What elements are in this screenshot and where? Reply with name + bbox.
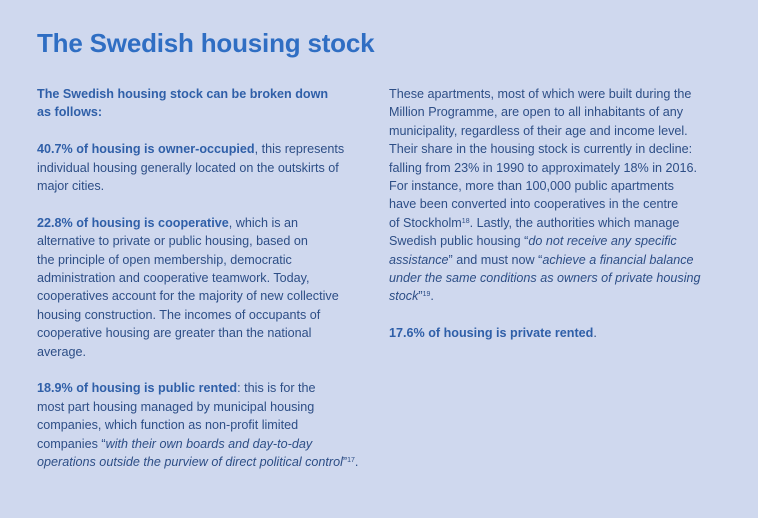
text-line: housing construction. The incomes of occupants of	[37, 307, 321, 322]
text-line	[389, 214, 724, 232]
text-line: have been converted into cooperatives in the centre	[389, 197, 679, 212]
text-line: the principle of open membership, democratic	[37, 252, 292, 267]
text-fragment: .	[593, 326, 597, 341]
private-rented-paragraph	[389, 324, 724, 342]
text-fragment: , this represents	[254, 142, 345, 157]
owner-occupied-paragraph	[37, 140, 372, 195]
text-line	[389, 287, 724, 305]
cooperative-figure: 22.8% of housing is cooperative	[37, 215, 229, 230]
text-line: cooperatives account for the majority of new collective	[37, 289, 339, 304]
private-rented-figure: 17.6% of housing is private rented	[389, 326, 594, 341]
footnote-ref: 17	[347, 457, 355, 465]
footnote-ref: 18	[461, 217, 470, 225]
footnote-ref: 19	[422, 291, 431, 299]
text-fragment: ” and must now “	[448, 252, 543, 267]
text-line: companies, which function as non-profit limited	[37, 418, 299, 433]
quote-text: achieve a financial balance	[542, 252, 694, 267]
text-line	[37, 379, 372, 397]
page-title: The Swedish housing stock	[37, 28, 375, 58]
text-fragment: , which is an	[228, 215, 299, 230]
text-fragment: ”	[418, 289, 423, 304]
left-column	[37, 85, 372, 490]
quote-text: under the same conditions as owners of private housing	[389, 271, 701, 286]
right-column	[389, 85, 724, 361]
text-fragment: ”	[342, 455, 348, 470]
quote-text: with their own boards and day-to-day	[105, 436, 313, 451]
owner-occupied-figure: 40.7% of housing is owner-occupied	[37, 142, 255, 157]
text-line	[389, 251, 724, 269]
text-line: major cities.	[37, 179, 105, 194]
text-fragment: : this is for the	[237, 381, 316, 396]
cooperative-paragraph	[37, 214, 372, 361]
text-line: individual housing generally located on the outskirts of	[37, 160, 339, 175]
text-fragment: Swedish public housing “	[389, 234, 529, 249]
text-line: most part housing managed by municipal housing	[37, 399, 315, 414]
intro-line: The Swedish housing stock can be broken down	[37, 87, 329, 101]
text-line	[37, 435, 372, 453]
text-line: Their share in the housing stock is currently in decline:	[389, 142, 693, 157]
text-fragment: .	[354, 455, 359, 470]
quote-text: assistance	[389, 252, 449, 267]
text-line: municipality, regardless of their age and income level.	[389, 123, 688, 138]
quote-text: do not receive any specific	[528, 234, 677, 249]
text-line: These apartments, most of which were built during the	[389, 87, 692, 101]
text-line	[37, 214, 372, 232]
text-line: alternative to private or public housing, based on	[37, 234, 308, 249]
text-fragment: . Lastly, the authorities which manage	[469, 215, 680, 230]
public-rented-paragraph	[37, 379, 372, 471]
public-rented-figure: 18.9% of housing is public rented	[37, 381, 238, 396]
text-line	[389, 324, 724, 342]
intro-line: as follows:	[37, 105, 103, 120]
text-line	[389, 232, 724, 250]
quote-text: stock	[389, 289, 419, 304]
text-line: cooperative housing are greater than the national	[37, 326, 312, 341]
public-housing-paragraph	[389, 85, 724, 306]
text-line: For instance, more than 100,000 public apartments	[389, 179, 674, 194]
intro-paragraph	[37, 85, 372, 122]
text-line: Million Programme, are open to all inhabitants of any	[389, 105, 684, 120]
text-line: average.	[37, 344, 87, 359]
text-fragment: .	[430, 289, 434, 304]
quote-text: operations outside the purview of direct political control	[37, 455, 343, 470]
text-line	[37, 140, 372, 158]
text-line: administration and cooperative teamwork. Today,	[37, 271, 310, 286]
text-line	[37, 453, 372, 471]
text-fragment: of Stockholm	[389, 215, 462, 230]
text-fragment: companies “	[37, 436, 106, 451]
text-line: falling from 23% in 1990 to approximately 18% in 2016.	[389, 160, 698, 175]
